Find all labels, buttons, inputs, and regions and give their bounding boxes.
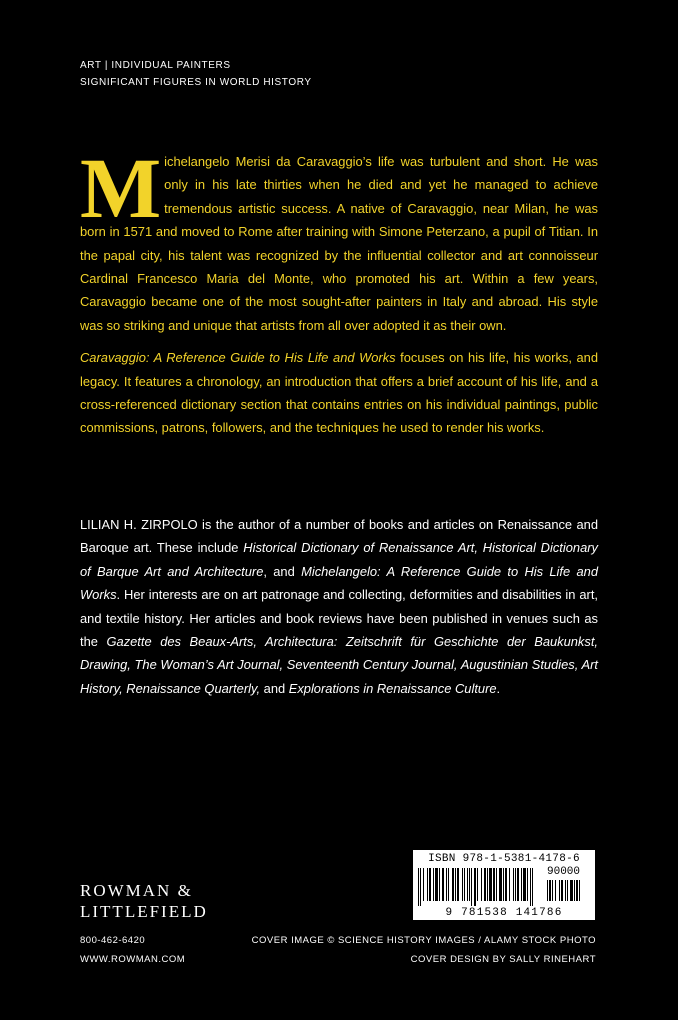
publisher-phone: 800-462-6420 [80,935,146,946]
publisher-contact [80,931,185,969]
ean-digits: 9 781538 141786 [445,907,563,919]
price-code: 90000 [547,866,581,878]
barcode-icon [418,868,544,906]
publisher-line-1: ROWMAN & [80,881,193,900]
publisher-logo [80,880,208,922]
description-text: ichelangelo Merisi da Caravaggio’s life was turbulent and short. He was only in his late thirties when he died and yet he managed to achieve tremendous artistic success. A native of Caravaggio, near Milan, he was born in 1571 and moved to Rome after training with Simone Peterzano, a pupil of Titian. In the papal city, his talent was recognized by the influential collector and art connoisseur Cardinal Francesco Maria del Monte, who promoted his art. Within a few years, Caravaggio became one of the most sought-after painters in Italy and abroad. His style was so striking and unique that artists from all over adopted it as their own. [80,154,598,333]
bio-text: . [496,680,501,696]
bio-text: and [260,680,289,696]
drop-cap: M [80,140,162,236]
price-barcode-icon [547,880,589,906]
cover-design-credit: COVER DESIGN BY SALLY RINEHART [410,954,596,965]
series-line: SIGNIFICANT FIGURES IN WORLD HISTORY [80,77,312,88]
book-description [80,140,598,440]
publisher-line-2: LITTLEFIELD [80,902,208,921]
author-bio [80,513,598,700]
category-line: ART | INDIVIDUAL PAINTERS [80,60,231,71]
bio-books-1: Historical Dictionary of Renaissance Art, Historical Dictionary of Barque Art and Architecture [80,540,598,579]
bio-text: LILIAN H. ZIRPOLO is the author of a number of books and articles on Renaissance and Baroque art. These include [80,517,598,556]
bio-venue-last: Explorations in Renaissance Culture [288,680,497,696]
cover-credits [252,931,596,969]
bio-text: . Her interests are on art patronage and collecting, deformities and disabilities in art, and textile history. Her articles and book reviews have been published in venues such as the [80,587,598,650]
description-paragraph-2 [80,346,598,440]
publisher-website: WWW.ROWMAN.COM [80,954,186,965]
description-text-2: focuses on his life, his works, and legacy. It features a chronology, an introduction that offers a brief account of his life, and a cross-referenced dictionary section that contains entries on his individual paintings, public commissions, patrons, followers, and the techniques he used to render his works. [80,350,598,436]
isbn-label: ISBN 978-1-5381-4178-6 [428,853,580,865]
barcode-panel [413,850,595,920]
book-title: Caravaggio: A Reference Guide to His Life and Works [80,350,396,366]
cover-image-credit: COVER IMAGE © SCIENCE HISTORY IMAGES / ALAMY STOCK PHOTO [251,935,596,946]
description-paragraph-1 [80,140,598,337]
bio-venues: Gazette des Beaux-Arts, Architectura: Zeitschrift für Geschichte der Baukunkst, Drawing, The Woman’s Art Journal, Seventeenth Century Journal, Augustinian Studies, Art History, Renaissance Quarterly, [80,634,598,696]
category-block [80,57,312,91]
bio-books-2: Michelangelo: A Reference Guide to His Life and Works [80,563,598,603]
bio-text: , and [263,563,302,579]
bio-paragraph [80,513,598,700]
